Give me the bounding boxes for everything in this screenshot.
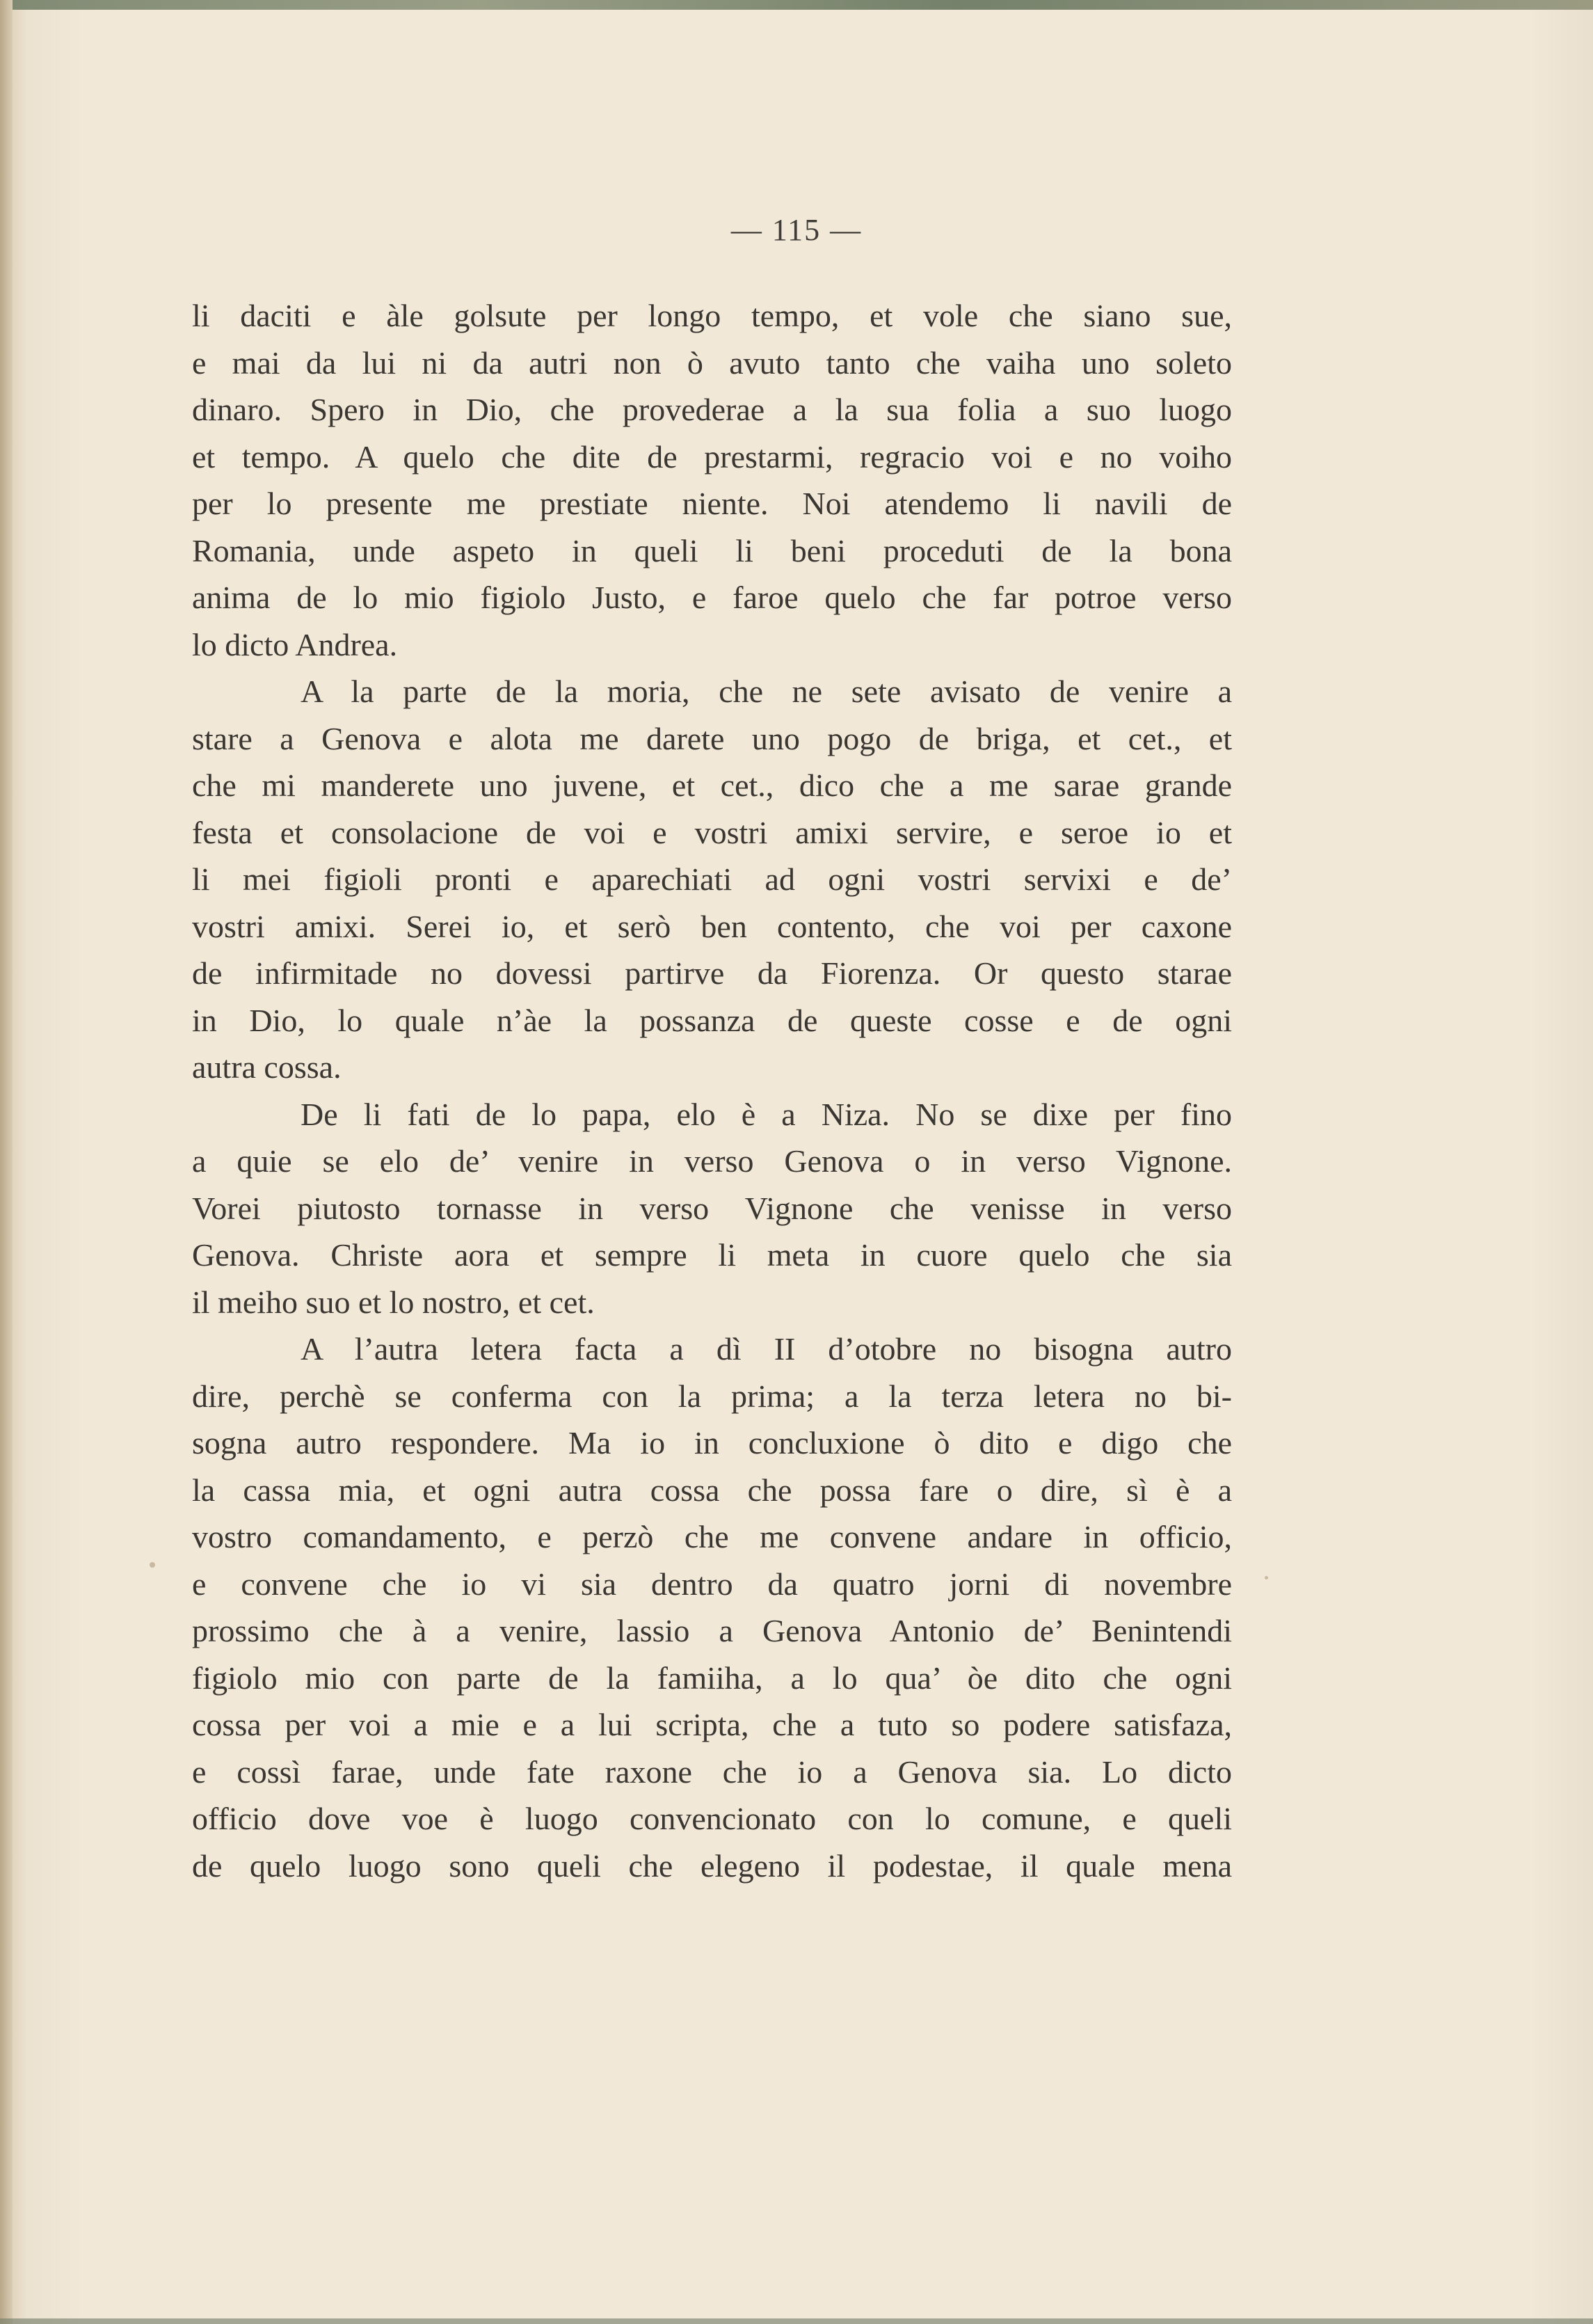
text-line: vostri amixi. Serei io, et serò ben contento, che voi per caxone (192, 908, 1232, 944)
paper-speck (150, 1562, 155, 1568)
text-line: che mi manderete uno juvene, et cet., dico che a me sarae grande (192, 767, 1232, 803)
text-line: li daciti e àle golsute per longo tempo, et vole che siano sue, (192, 298, 1232, 333)
text-line: de quelo luogo sono queli che elegeno il podestae, il quale mena (192, 1847, 1232, 1884)
text-line: de infirmitade no dovessi partirve da Fiorenza. Or questo starae (192, 955, 1232, 991)
text-line: festa et consolacione de voi e vostri amixi servire, e seroe io et (192, 814, 1232, 850)
text-line: e cossì farae, unde fate raxone che io a Genova sia. Lo dicto (192, 1753, 1232, 1790)
text-line: dinaro. Spero in Dio, che provederae a la sua folia a suo luogo (192, 392, 1232, 427)
page-number: — 115 — (730, 213, 863, 247)
text-line: lo dicto Andrea. (192, 626, 398, 662)
text-line: vostro comandamento, e perzò che me convene andare in officio, (192, 1519, 1232, 1554)
text-line: Romania, unde aspeto in queli li beni proceduti de la bona (192, 532, 1232, 568)
text-line: e convene che io vi sia dentro da quatro jorni di novembre (192, 1566, 1232, 1602)
text-line: anima de lo mio figiolo Justo, e faroe quelo che far potroe verso (192, 580, 1232, 615)
paper-speck (1265, 1576, 1268, 1579)
bottom-edge (0, 2318, 1593, 2324)
text-line: Vorei piutosto tornasse in verso Vignone che venisse in verso (192, 1190, 1232, 1226)
text-line: il meiho suo et lo nostro, et cet. (192, 1284, 595, 1320)
text-line: stare a Genova e alota me darete uno pogo de briga, et cet., et (192, 720, 1232, 756)
text-line: Genova. Christe aora et sempre li meta in cuore quelo che sia (192, 1237, 1232, 1273)
text-line: autra cossa. (192, 1049, 342, 1085)
text-line: cossa per voi a mie e a lui scripta, che a tuto so podere satisfaza, (192, 1707, 1232, 1742)
text-line: sogna autro respondere. Ma io in concluxione ò dito e digo che (192, 1425, 1232, 1461)
text-line: a quie se elo de’ venire in verso Genova o in verso Vignone. (192, 1143, 1232, 1179)
text-line: per lo presente me prestiate niente. Noi atendemo li navili de (192, 486, 1232, 521)
text-line: et tempo. A quelo che dite de prestarmi, regracio voi e no voiho (192, 438, 1232, 475)
text-line: dire, perchè se conferma con la prima; a la terza letera no bi- (192, 1378, 1232, 1414)
top-binding-edge (0, 0, 1593, 10)
page-gutter (0, 0, 13, 2324)
text-line: prossimo che à a venire, lassio a Genova Antonio de’ Benintendi (192, 1613, 1232, 1648)
text-line: A la parte de la moria, che ne sete avisato de venire a (301, 674, 1232, 709)
text-line: li mei figioli pronti e aparechiati ad ogni vostri servixi e de’ (192, 861, 1232, 897)
text-line: figiolo mio con parte de la famiiha, a lo qua’ òe dito che ogni (192, 1660, 1232, 1696)
text-line: la cassa mia, et ogni autra cossa che possa fare o dire, sì è a (192, 1472, 1232, 1508)
text-line: De li fati de lo papa, elo è a Niza. No se dixe per fino (301, 1096, 1232, 1132)
body-text (192, 292, 1232, 1889)
text-line: A l’autra letera facta a dì II d’otobre no bisogna autro (301, 1331, 1232, 1367)
text-line: officio dove voe è luogo convencionato con lo comune, e queli (192, 1801, 1232, 1836)
text-line: in Dio, lo quale n’àe la possanza de queste cosse e de ogni (192, 1002, 1232, 1038)
text-line: e mai da lui ni da autri non ò avuto tanto che vaiha uno soleto (192, 344, 1232, 381)
